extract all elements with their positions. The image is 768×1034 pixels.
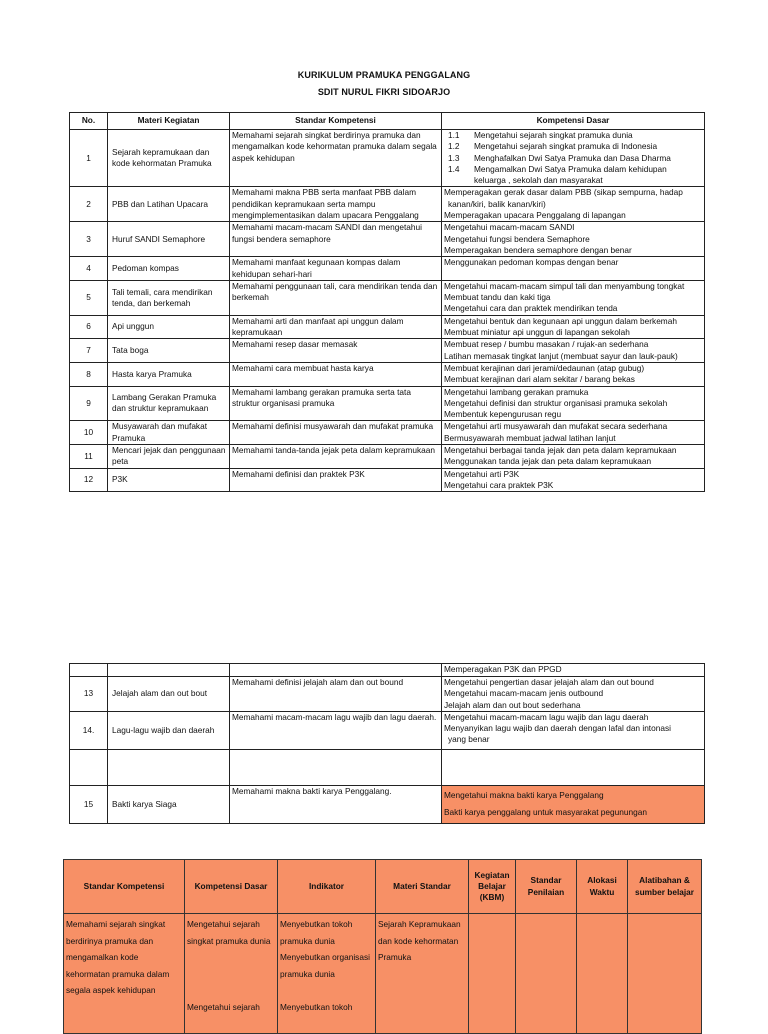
blank-row	[70, 749, 705, 785]
table-row	[70, 445, 705, 469]
table-row	[70, 677, 705, 712]
kd-line: Mengetahui cara praktek P3K	[444, 479, 554, 490]
table-row	[70, 785, 705, 823]
cell-materi: Huruf SANDI Semaphore	[108, 222, 230, 257]
kd-line: Memperagakan upacara Penggalang di lapangan	[444, 210, 626, 221]
curriculum-table	[69, 112, 705, 492]
cell-no: 11	[70, 445, 108, 469]
cell-kompetensi-dasar	[442, 362, 705, 386]
kd-line: Mengetahui arti musyawarah dan mufakat secara sederhana	[444, 421, 668, 432]
kd-line: Membuat kerajinan dari alam sekitar / barang bekas	[444, 374, 635, 385]
kd-line: Bermusyawarah membuat jadwal latihan lanjut	[444, 432, 616, 443]
kd-line: Menggunakan pedoman kompas dengan benar	[444, 257, 619, 268]
cell-no: 13	[70, 677, 108, 712]
kd-line: Jelajah alam dan out bout sederhana	[444, 699, 581, 710]
table-row	[70, 257, 705, 281]
kd-line: Membuat resep / bumbu masakan / rujak-an sederhana	[444, 339, 649, 350]
kd-number: 1.4	[448, 163, 460, 174]
kd-line: Mengetahui fungsi bendera Semaphore	[444, 233, 590, 244]
kd-line: kanan/kiri, balik kanan/kiri)	[448, 198, 546, 209]
kd-line: Mengetahui berbagai tanda jejak dan peta dalam kepramukaan	[444, 445, 677, 456]
cell-no: 9	[70, 386, 108, 421]
header-standar-kompetensi: Standar Kompetensi	[230, 113, 442, 130]
kd-line: Mengetahui macam-macam SANDI	[444, 222, 575, 233]
document-title: KURIKULUM PRAMUKA PENGGALANG	[297, 70, 471, 80]
table-row	[70, 280, 705, 315]
cell-kd	[442, 664, 705, 677]
cell-materi: Musyawarah dan mufakat Pramuka	[108, 421, 230, 445]
kd-line: Mengetahui arti P3K	[444, 468, 520, 479]
cell-no: 6	[70, 315, 108, 339]
cell-materi: Lagu-lagu wajib dan daerah	[108, 711, 230, 749]
cell-kompetensi-dasar	[442, 445, 705, 469]
cell-no: 3	[70, 222, 108, 257]
kd-line: Membentuk kepengurusan regu	[444, 409, 562, 420]
kd-line: Mengetahui lambang gerakan pramuka	[444, 386, 589, 397]
cell-kompetensi-dasar	[442, 315, 705, 339]
cell-kompetensi-dasar	[442, 187, 705, 222]
kd-line: Mengetahui macam-macam lagu wajib dan lagu daerah	[444, 711, 649, 722]
table-row	[70, 386, 705, 421]
table-row	[70, 362, 705, 386]
cell-kompetensi-dasar	[442, 468, 705, 492]
cell-kompetensi-dasar	[442, 130, 705, 187]
cell-materi: Lambang Gerakan Pramuka dan struktur kepramukaan	[108, 386, 230, 421]
cell-standar-kompetensi: Memahami macam-macam SANDI dan mengetahui fungsi bendera semaphore	[230, 222, 442, 257]
cell-kompetensi-dasar	[442, 677, 705, 712]
blank-cell	[70, 749, 108, 785]
table-row	[70, 222, 705, 257]
kd-text: Mengetahui sejarah singkat pramuka di Indonesia	[474, 141, 658, 152]
syllabus-table	[63, 859, 702, 1034]
curriculum-table-continued	[69, 663, 705, 824]
cell-standar-kompetensi: Memahami makna bakti karya Penggalang.	[230, 785, 442, 823]
curriculum-body-continued	[70, 677, 705, 824]
blank-cell	[230, 749, 442, 785]
cell-standar-kompetensi: Memahami lambang gerakan pramuka serta tata struktur organisasi pramuka	[230, 386, 442, 421]
table-row	[70, 130, 705, 187]
syllabus-header-sumber: Alatibahan & sumber belajar	[628, 860, 702, 914]
syllabus-header-row	[64, 860, 702, 914]
cell-kompetensi-dasar	[442, 421, 705, 445]
kd-line: Memperagakan bendera semaphore dengan benar	[444, 244, 632, 255]
kd-line: Menyanyikan lagu wajib dan daerah dengan lafal dan intonasi	[444, 723, 671, 734]
cell-materi: Hasta karya Pramuka	[108, 362, 230, 386]
cell-standar-kompetensi: Memahami resep dasar memasak	[230, 339, 442, 363]
kd-line: Membuat kerajinan dari jerami/dedaunan (atap gubug)	[444, 362, 645, 373]
kd-line	[444, 153, 702, 164]
kd-number: 1.2	[448, 141, 460, 152]
kd-text: keluarga , sekolah dan masyarakat	[474, 175, 603, 186]
cell-standar-kompetensi: Memahami tanda-tanda jejak peta dalam kepramukaan	[230, 445, 442, 469]
cell-sk	[230, 664, 442, 677]
kd-line: Memperagakan P3K dan PPGD	[444, 664, 562, 674]
blank-cell	[108, 749, 230, 785]
cell-kompetensi-dasar	[442, 785, 705, 823]
cell-no: 12	[70, 468, 108, 492]
table-row	[70, 339, 705, 363]
cell-materi: Bakti karya Siaga	[108, 785, 230, 823]
syllabus-cell-materi: Sejarah Kepramukaan dan kode kehormatan Pramuka	[376, 914, 469, 1034]
cell-no: 7	[70, 339, 108, 363]
kd-line: Mengetahui macam-macam simpul tali dan menyambung tongkat	[444, 280, 685, 291]
cell-kompetensi-dasar	[442, 386, 705, 421]
syllabus-cell-sumber	[628, 914, 702, 1034]
table-row	[70, 468, 705, 492]
kd-line: Latihan memasak tingkat lanjut (membuat sayur dan lauk-pauk)	[444, 350, 678, 361]
kd-line: Bakti karya penggalang untuk masyarakat pegunungan	[444, 807, 647, 818]
header-row	[70, 113, 705, 130]
cell-standar-kompetensi: Memahami makna PBB serta manfaat PBB dalam pendidikan kepramukaan serta mampu mengimplementasikan dalam upacara Penggalang	[230, 187, 442, 222]
kd-line: Mengetahui makna bakti karya Penggalang	[444, 790, 604, 801]
kd-line: Mengetahui definisi dan struktur organisasi pramuka sekolah	[444, 397, 668, 408]
kd-text: Menghafalkan Dwi Satya Pramuka dan Dasa Dharma	[474, 152, 671, 163]
syllabus-cell-sk: Memahami sejarah singkat berdirinya pramuka dan mengamalkan kode kehormatan pramuka dalam segala aspek kehidupan	[64, 914, 185, 1034]
syllabus-header-kbm: Kegiatan Belajar (KBM)	[469, 860, 516, 914]
syllabus-cell-penilaian	[516, 914, 577, 1034]
kd-line: Mengetahui macam-macam jenis outbound	[444, 688, 604, 699]
curriculum-body	[70, 130, 705, 492]
kd-line: Mengetahui pengertian dasar jelajah alam dan out bound	[444, 677, 654, 687]
syllabus-cell-indikator: Menyebutkan tokoh pramuka dunia Menyebutkan organisasi pramuka dunia Menyebutkan tokoh	[278, 914, 376, 1034]
cell-no: 4	[70, 257, 108, 281]
header-no: No.	[70, 113, 108, 130]
header-materi: Materi Kegiatan	[108, 113, 230, 130]
cell-standar-kompetensi: Memahami arti dan manfaat api unggun dalam kepramukaan	[230, 315, 442, 339]
kd-line	[444, 141, 702, 152]
cell-materi: Tali temali, cara mendirikan tenda, dan berkemah	[108, 280, 230, 315]
cell-no: 2	[70, 187, 108, 222]
cell-kompetensi-dasar	[442, 222, 705, 257]
kd-number: 1.3	[448, 152, 460, 163]
kd-line	[444, 175, 702, 186]
blank-cell	[442, 749, 705, 785]
kd-line: Mengetahui cara dan praktek mendirikan tenda	[444, 303, 618, 314]
kd-line: Memperagakan gerak dasar dalam PBB (sikap sempurna, hadap	[444, 187, 683, 198]
cell-no: 8	[70, 362, 108, 386]
cell-materi: Tata boga	[108, 339, 230, 363]
cell-materi: Jelajah alam dan out bout	[108, 677, 230, 712]
table-row	[70, 315, 705, 339]
cell-materi: PBB dan Latihan Upacara	[108, 187, 230, 222]
cell-standar-kompetensi: Memahami manfaat kegunaan kompas dalam kehidupan sehari-hari	[230, 257, 442, 281]
kd-line: Mengetahui bentuk dan kegunaan api unggun dalam berkemah	[444, 315, 677, 326]
cell-no	[70, 664, 108, 677]
cell-standar-kompetensi: Memahami definisi musyawarah dan mufakat pramuka	[230, 421, 442, 445]
cell-materi: Pedoman kompas	[108, 257, 230, 281]
cell-materi	[108, 664, 230, 677]
cell-standar-kompetensi: Memahami penggunaan tali, cara mendirikan tenda dan berkemah	[230, 280, 442, 315]
syllabus-header-kd: Kompetensi Dasar	[185, 860, 278, 914]
cell-no: 1	[70, 130, 108, 187]
cell-materi: P3K	[108, 468, 230, 492]
syllabus-row	[64, 914, 702, 1034]
cell-no: 14.	[70, 711, 108, 749]
cell-materi: Mencari jejak dan penggunaan peta	[108, 445, 230, 469]
table-row	[70, 187, 705, 222]
cell-no: 5	[70, 280, 108, 315]
cell-materi: Api unggun	[108, 315, 230, 339]
header-kompetensi-dasar: Kompetensi Dasar	[442, 113, 705, 130]
cell-kompetensi-dasar	[442, 257, 705, 281]
kd-text: Mengamalkan Dwi Satya Pramuka dalam kehidupan	[474, 163, 667, 174]
kd-line	[444, 164, 702, 175]
kd-number: 1.1	[448, 130, 460, 140]
syllabus-header-materi: Materi Standar	[376, 860, 469, 914]
syllabus-cell-kbm	[469, 914, 516, 1034]
syllabus-header-indikator: Indikator	[278, 860, 376, 914]
kd-line	[444, 130, 702, 141]
kd-text: Mengetahui sejarah singkat pramuka dunia	[474, 130, 633, 140]
cell-no: 10	[70, 421, 108, 445]
kd-line: yang benar	[448, 734, 490, 745]
continued-row	[70, 664, 705, 677]
cell-kompetensi-dasar	[442, 711, 705, 749]
cell-standar-kompetensi: Memahami definisi dan praktek P3K	[230, 468, 442, 492]
cell-materi: Sejarah kepramukaan dan kode kehormatan Pramuka	[108, 130, 230, 187]
cell-no: 15	[70, 785, 108, 823]
table-row	[70, 421, 705, 445]
kd-line: Menggunakan tanda jejak dan peta dalam kepramukaan	[444, 456, 652, 467]
syllabus-cell-alokasi	[577, 914, 628, 1034]
cell-standar-kompetensi: Memahami sejarah singkat berdirinya pramuka dan mengamalkan kode kehormatan pramuka dalam segala aspek kehidupan	[230, 130, 442, 187]
table-row	[70, 711, 705, 749]
cell-kompetensi-dasar	[442, 339, 705, 363]
cell-kompetensi-dasar	[442, 280, 705, 315]
kd-line: Membuat miniatur api unggun di lapangan sekolah	[444, 327, 630, 338]
cell-standar-kompetensi: Memahami definisi jelajah alam dan out bound	[230, 677, 442, 712]
syllabus-header-alokasi: Alokasi Waktu	[577, 860, 628, 914]
syllabus-header-penilaian: Standar Penilaian	[516, 860, 577, 914]
cell-standar-kompetensi: Memahami macam-macam lagu wajib dan lagu daerah.	[230, 711, 442, 749]
syllabus-cell-kd: Mengetahui sejarah singkat pramuka dunia Mengetahui sejarah	[185, 914, 278, 1034]
kd-line: Membuat tandu dan kaki tiga	[444, 292, 551, 303]
syllabus-header-sk: Standar Kompetensi	[64, 860, 185, 914]
document-subtitle: SDIT NURUL FIKRI SIDOARJO	[317, 87, 451, 97]
cell-standar-kompetensi: Memahami cara membuat hasta karya	[230, 362, 442, 386]
